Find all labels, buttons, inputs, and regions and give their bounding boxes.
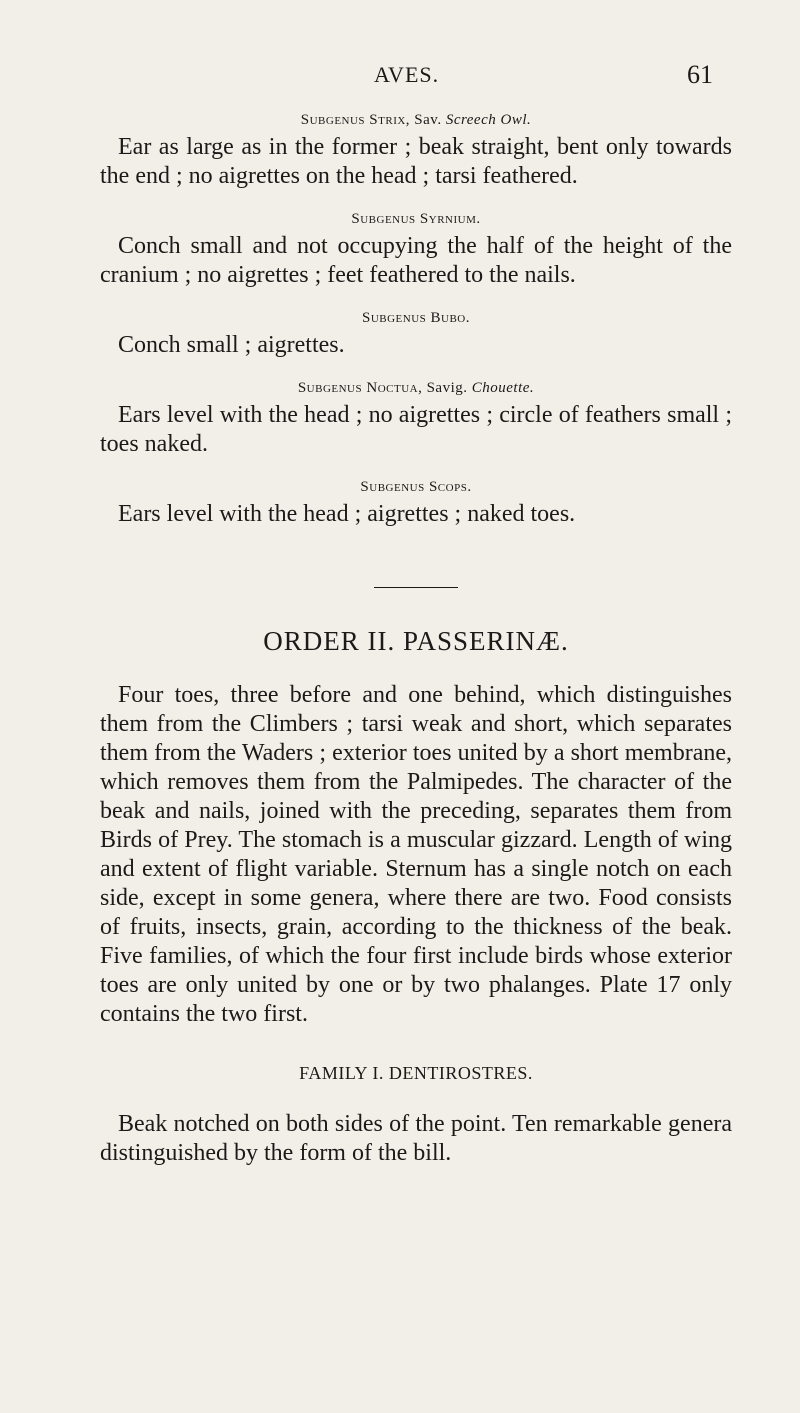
- subgenus-syrnium-heading: Subgenus Syrnium.: [351, 211, 481, 227]
- order-title: ORDER II. PASSERINÆ.: [263, 626, 569, 656]
- subgenus-strix-heading: [100, 112, 732, 129]
- running-title: AVES.: [374, 62, 440, 87]
- subgenus-noctua-text: Ears level with the head ; no aigrettes ; circle of feathers small ; toes naked.: [100, 402, 732, 457]
- subgenus-scops-heading: Subgenus Scops.: [360, 479, 472, 495]
- subgenus-strix-text: Ear as large as in the former ; beak straight, bent only towards the end ; no aigrettes on the head ; tarsi feathered.: [100, 134, 732, 189]
- page-number: 61: [687, 60, 713, 89]
- page-content: [100, 100, 732, 1168]
- subgenus-author: Sav.: [414, 112, 442, 128]
- subgenus-author: Savig.: [426, 380, 468, 396]
- section-divider: [374, 587, 458, 588]
- subgenus-syrnium-text: Conch small and not occupying the half of the height of the cranium ; no aigrettes ; feet feathered to the nails.: [100, 233, 732, 288]
- subgenus-name: Subgenus Noctua,: [297, 380, 423, 396]
- order-description: Four toes, three before and one behind, which distinguishes them from the Climbers ; tarsi weak and short, which separates them from the Waders ; exterior toes united by a short membrane, which removes them from the Palmipedes. The character of the beak and nails, joined with the preceding, separates them from Birds of Prey. The stomach is a muscular gizzard. Length of wing and extent of flight variable. Sternum has a single notch on each side, except in some genera, where there are two. Food consists of fruits, insects, grain, according to the thickness of the beak. Five families, of which the four first include birds whose exterior toes are only united by one or by two phalanges. Plate 17 only contains the two first.: [100, 682, 732, 1027]
- subgenus-scops-text: Ears level with the head ; aigrettes ; naked toes.: [118, 501, 576, 527]
- subgenus-bubo-text: Conch small ; aigrettes.: [118, 332, 345, 358]
- subgenus-name: Subgenus Strix,: [300, 112, 411, 128]
- family-title: FAMILY I. DENTIROSTRES.: [299, 1063, 533, 1083]
- running-head: [0, 62, 800, 92]
- family-description: Beak notched on both sides of the point. Ten remarkable genera distinguished by the form of the bill.: [100, 1111, 732, 1166]
- subgenus-noctua-heading: [100, 380, 732, 397]
- common-name: Chouette.: [471, 380, 535, 396]
- subgenus-bubo-heading: Subgenus Bubo.: [361, 310, 471, 326]
- common-name: Screech Owl.: [445, 112, 532, 128]
